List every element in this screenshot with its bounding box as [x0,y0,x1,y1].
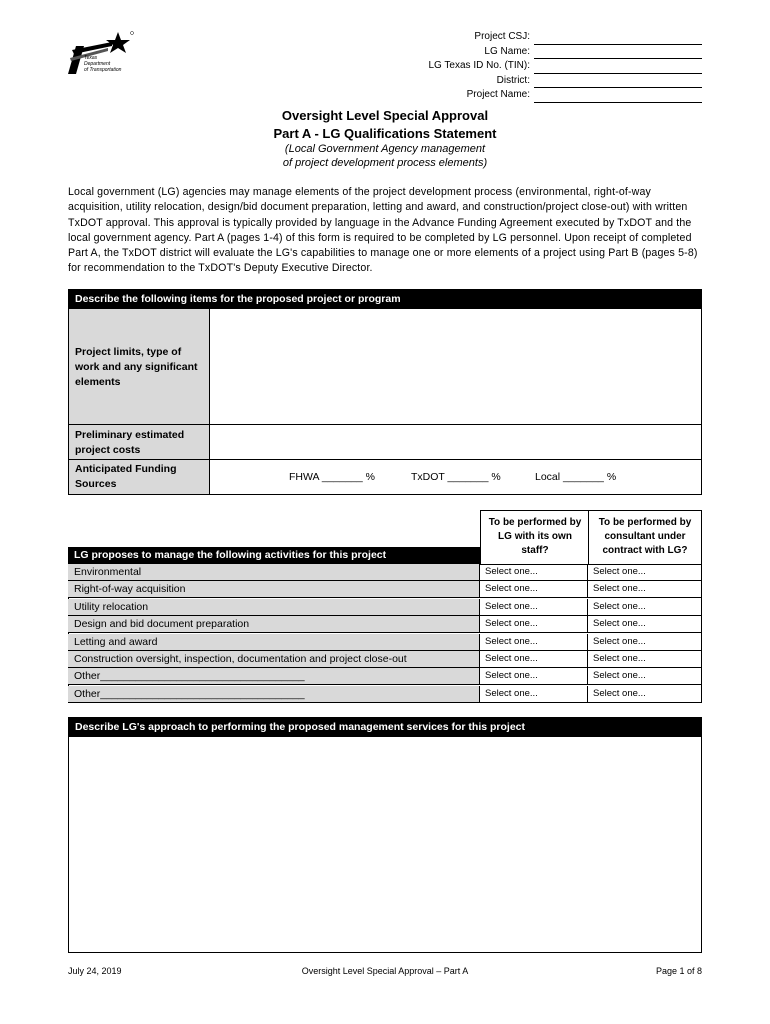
footer-date: July 24, 2019 [68,966,122,976]
approach-header: Describe LG's approach to performing the proposed management services for this project [69,718,701,737]
activity-row [68,564,702,581]
activity-name: Construction oversight, inspection, documentation and project close-out [68,651,480,667]
page-title: Oversight Level Special Approval [281,108,489,123]
field-line[interactable] [534,92,702,103]
activity-name: Other___________________________________ [68,668,480,684]
activity-row [68,616,702,633]
field-label: District: [496,74,530,86]
logo-text [84,55,121,73]
logo-line: of Transportation [84,67,122,73]
costs-label: Preliminary estimated project costs [75,429,185,456]
lg-staff-select[interactable]: Select one... [480,581,588,597]
title-note-line1: (Local Government Agency management [284,143,486,155]
consultant-select[interactable]: Select one... [593,670,646,682]
footer-title: Oversight Level Special Approval – Part A [301,966,469,976]
approach-input[interactable] [69,737,701,952]
lg-staff-select[interactable]: Select one... [480,668,588,684]
field-label: LG Name: [484,45,530,57]
lg-staff-select[interactable]: Select one... [480,564,588,580]
col-lg-staff-header: To be performed by LG with its own staff? [488,517,582,556]
intro-paragraph: Local government (LG) agencies may manage elements of the project development process (environmental, right-of-way acquisition, utility relocation, design/bid document preparation, letting and award, and construction/project close-out) with written TxDOT approval. This approval is typically provided by language in the Advance Funding Agreement executed by TxDOT and the local government agency. Part A (pages 1-4) of this form is required to be completed by LG personnel. Upon receipt of completed Part A, the TxDOT district will evaluate the LG's capabilities to manage one or more elements of a project using Part B (pages 5-8) for recommendation to the TxDOT's Deputy Executive Director. [68,186,698,275]
funding-local[interactable]: Local _______ % [535,471,617,483]
field-line[interactable] [534,34,702,45]
describe-table-header: Describe the following items for the proposed project or program [69,290,701,309]
approach-box [68,717,702,953]
activity-row [68,581,702,598]
title-note-line2: of project development process elements) [282,157,488,169]
consultant-select[interactable]: Select one... [593,566,646,577]
describe-table [68,289,702,495]
limits-label-cell [69,309,210,425]
activities-table-header: LG proposes to manage the following activities for this project [68,547,480,564]
lg-staff-select[interactable]: Select one... [480,686,588,702]
consultant-select[interactable]: Select one... [593,635,646,647]
lg-tin-field[interactable] [342,59,702,74]
activity-row [68,686,702,703]
col-consultant-header: To be performed by consultant under contract with LG? [598,517,692,556]
field-line[interactable] [534,48,702,59]
funding-fhwa[interactable]: FHWA _______ % [289,471,375,483]
lg-staff-select[interactable]: Select one... [480,634,588,650]
activity-row [68,634,702,651]
activity-name: Environmental [68,564,480,580]
funding-label-cell [69,460,210,494]
field-label: Project CSJ: [474,31,530,42]
field-line[interactable] [534,77,702,88]
activity-name: Utility relocation [68,599,480,615]
lg-staff-select[interactable]: Select one... [480,651,588,667]
consultant-select[interactable]: Select one... [593,653,646,664]
activity-name: Other___________________________________ [68,686,480,702]
consultant-select[interactable]: Select one... [593,687,646,699]
logo-line: Department [84,61,111,67]
consultant-select[interactable]: Select one... [593,618,646,630]
costs-label-cell [69,425,210,460]
limits-label: Project limits, type of work and any significant elements [75,346,198,388]
project-name-field[interactable] [342,88,702,103]
footer-page: Page 1 of 8 [655,966,702,976]
activity-row [68,599,702,616]
consultant-select[interactable]: Select one... [593,583,646,595]
funding-label: Anticipated Funding Sources [75,463,177,490]
lg-staff-select[interactable]: Select one... [480,599,588,615]
field-label: LG Texas ID No. (TIN): [428,60,530,71]
activity-row [68,651,702,668]
page-subtitle: Part A - LG Qualifications Statement [273,126,497,141]
district-field[interactable] [342,74,702,89]
field-label: Project Name: [466,89,530,100]
activity-name: Letting and award [68,634,480,650]
costs-input[interactable] [210,425,701,460]
limits-input[interactable] [210,309,701,425]
lg-name-field[interactable] [342,45,702,60]
activity-row [68,668,702,685]
header-fields [342,30,702,103]
lg-staff-select[interactable]: Select one... [480,616,588,632]
logo-line: Texas [84,55,98,61]
activity-name: Design and bid document preparation [68,616,480,632]
funding-txdot[interactable]: TxDOT _______ % [411,471,501,483]
project-csj-field[interactable] [342,30,702,45]
field-line[interactable] [534,63,702,74]
activities-col-headers [480,510,702,564]
activity-name: Right-of-way acquisition [68,581,480,597]
consultant-select[interactable]: Select one... [593,600,646,612]
